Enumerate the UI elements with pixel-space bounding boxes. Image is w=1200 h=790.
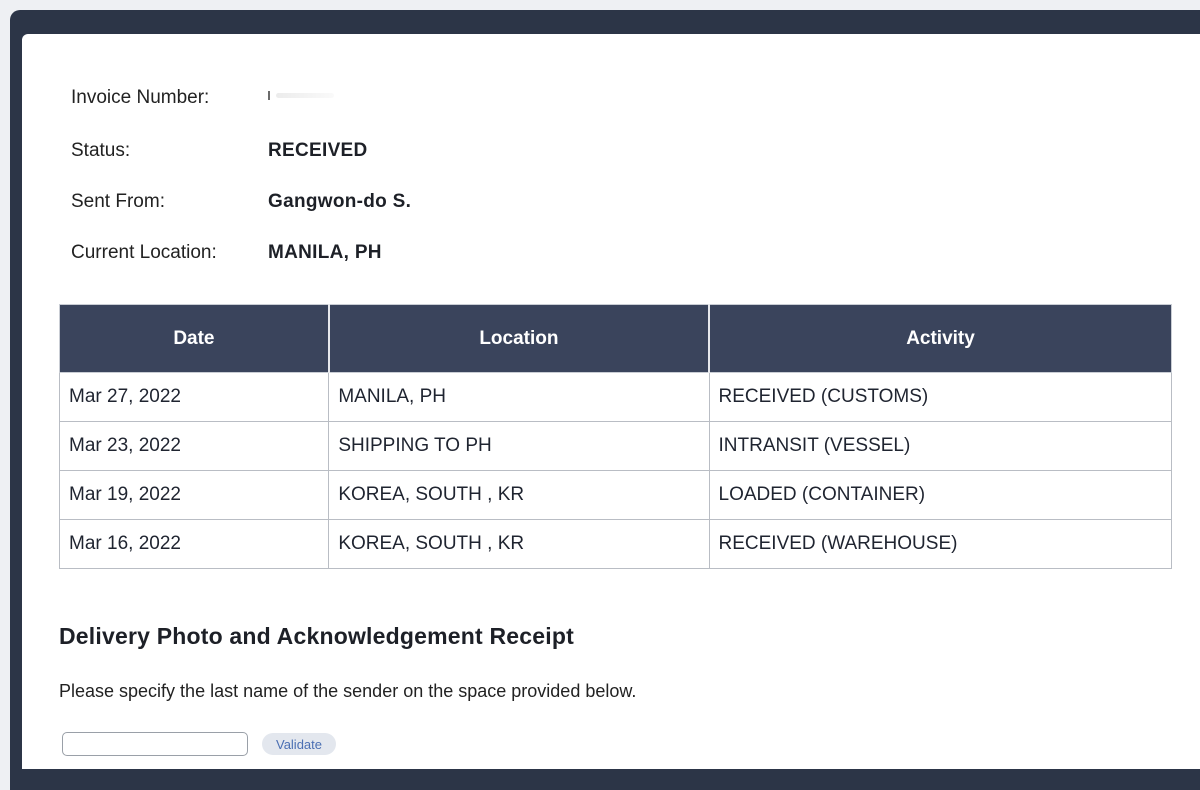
- table-row: [60, 422, 1172, 471]
- table-row: [60, 520, 1172, 569]
- table-header-row: [60, 305, 1172, 373]
- column-header-activity: Activity: [709, 305, 1171, 373]
- validate-button[interactable]: Validate: [262, 733, 336, 755]
- cell-location: KOREA, SOUTH , KR: [329, 520, 709, 569]
- column-header-location: Location: [329, 305, 709, 373]
- current-location-label: Current Location:: [71, 242, 217, 263]
- table-row: [60, 471, 1172, 520]
- cell-activity: RECEIVED (CUSTOMS): [709, 373, 1171, 422]
- sender-lastname-input[interactable]: [62, 732, 248, 756]
- invoice-number-redaction-smudge: [276, 93, 334, 98]
- invoice-number-redacted: [268, 91, 270, 100]
- table-row: [60, 373, 1172, 422]
- cell-date: Mar 16, 2022: [60, 520, 329, 569]
- invoice-number-label: Invoice Number:: [71, 87, 210, 108]
- cell-activity: RECEIVED (WAREHOUSE): [709, 520, 1171, 569]
- tracking-card: [22, 34, 1200, 769]
- cell-location: KOREA, SOUTH , KR: [329, 471, 709, 520]
- cell-activity: INTRANSIT (VESSEL): [709, 422, 1171, 471]
- cell-date: Mar 19, 2022: [60, 471, 329, 520]
- delivery-instruction: Please specify the last name of the sender on the space provided below.: [59, 681, 637, 701]
- current-location-value: MANILA, PH: [268, 242, 382, 263]
- sent-from-value: Gangwon-do S.: [268, 191, 412, 212]
- cell-date: Mar 27, 2022: [60, 373, 329, 422]
- delivery-section-title: Delivery Photo and Acknowledgement Receipt: [59, 623, 574, 649]
- tracking-history-table: [59, 304, 1172, 569]
- status-label: Status:: [71, 140, 131, 161]
- cell-location: MANILA, PH: [329, 373, 709, 422]
- sent-from-label: Sent From:: [71, 191, 165, 212]
- cell-location: SHIPPING TO PH: [329, 422, 709, 471]
- cell-date: Mar 23, 2022: [60, 422, 329, 471]
- status-value: RECEIVED: [268, 140, 368, 161]
- column-header-date: Date: [60, 305, 329, 373]
- cell-activity: LOADED (CONTAINER): [709, 471, 1171, 520]
